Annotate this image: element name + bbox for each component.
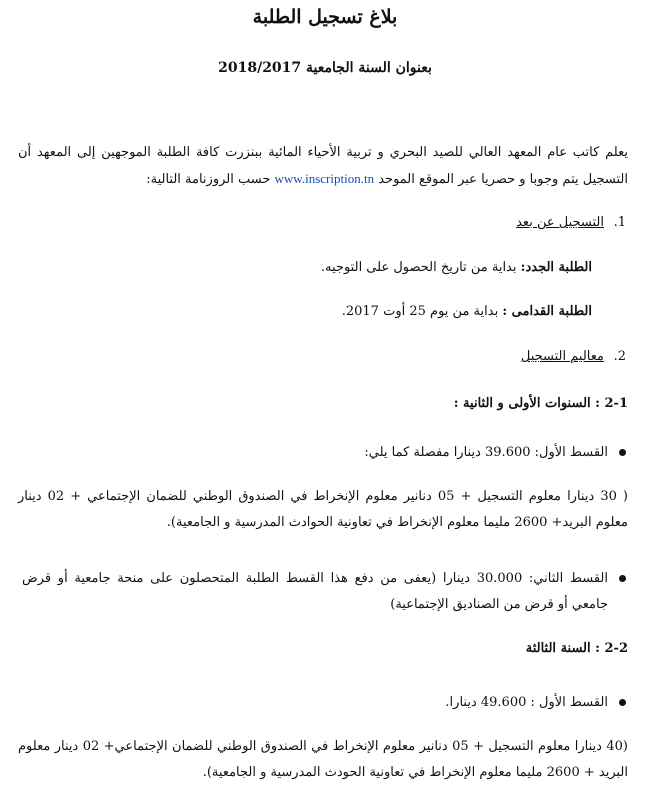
new-students-label: الطلبة الجدد: — [520, 260, 592, 275]
old-students-text: بداية من يوم 25 أوت 2017. — [341, 304, 499, 319]
subsection-2-2-title: السنة الثالثة — [525, 641, 591, 656]
intro-text-after: حسب الروزنامة التالية: — [146, 172, 271, 187]
sub1-second-installment: القسط الثاني: 30.000 دينارا (يعفى من دفع هذا القسط الطلبة المتحصلون على منحة جامعية أو قرض جامعي أو قرض من الصناديق الإجتماعية) — [22, 571, 609, 612]
inscription-link[interactable]: www.inscription.tn — [274, 171, 375, 186]
subsection-2-1-title: السنوات الأولى و الثانية : — [453, 396, 591, 411]
sub1-first-installment-detail: ( 30 دينارا معلوم التسجيل + 05 دنانير معلوم الإنخراط في الصندوق الوطني للضمان الإجتماعي + 02 دينار معلوم البريد+ 2600 مليما معلوم الإنخراط في تعاونية الحوادث المدرسية و الجامعية). — [18, 489, 628, 530]
section2-title: معاليم التسجيل — [520, 349, 604, 364]
sub2-first-installment: القسط الأول : 49.600 دينارا. — [445, 695, 608, 710]
subsection-2-1-number: 2-1 : — [595, 396, 628, 411]
section1-number: 1. — [613, 215, 626, 230]
old-students-label: الطلبة القدامى : — [502, 304, 592, 319]
section1-title: التسجيل عن بعد — [516, 215, 604, 230]
section2-number: 2. — [613, 349, 626, 364]
page-title: بلاغ تسجيل الطلبة — [252, 6, 398, 28]
new-students-text: بداية من تاريخ الحصول على التوجيه. — [320, 260, 517, 275]
intro-paragraph — [18, 140, 628, 193]
old-students-line — [342, 304, 592, 319]
subsection-2-2-number: 2-2 : — [595, 641, 628, 656]
bullet-dot-icon — [619, 575, 626, 582]
subsection-2-1-heading — [454, 396, 628, 411]
sub2-first-installment-detail: (40 دينارا معلوم التسجيل + 05 دنانير معلوم الإنخراط في الصندوق الوطني للضمان الإجتماعي+ 02 دينار معلوم البريد + 2600 مليما معلوم الإنخراط في تعاونية الحودث المدرسية و الجامعية). — [18, 739, 628, 780]
bullet-dot-icon — [619, 449, 626, 456]
subsection-2-2-heading — [526, 641, 628, 656]
sub1-first-installment: القسط الأول: 39.600 دينارا مفصلة كما يلي: — [364, 445, 608, 460]
new-students-line — [321, 260, 592, 275]
intro-text-before: يعلم كاتب عام المعهد العالي للصيد البحري و تربية الأحياء المائية ببنزرت كافة الطلبة الموجهين إلى المعهد أن التسجيل يتم وجوبا و حصريا عبر الموقع الموحد — [18, 145, 628, 187]
academic-year-subtitle: بعنوان السنة الجامعية 2018/2017 — [218, 60, 432, 76]
bullet-dot-icon — [619, 699, 626, 706]
